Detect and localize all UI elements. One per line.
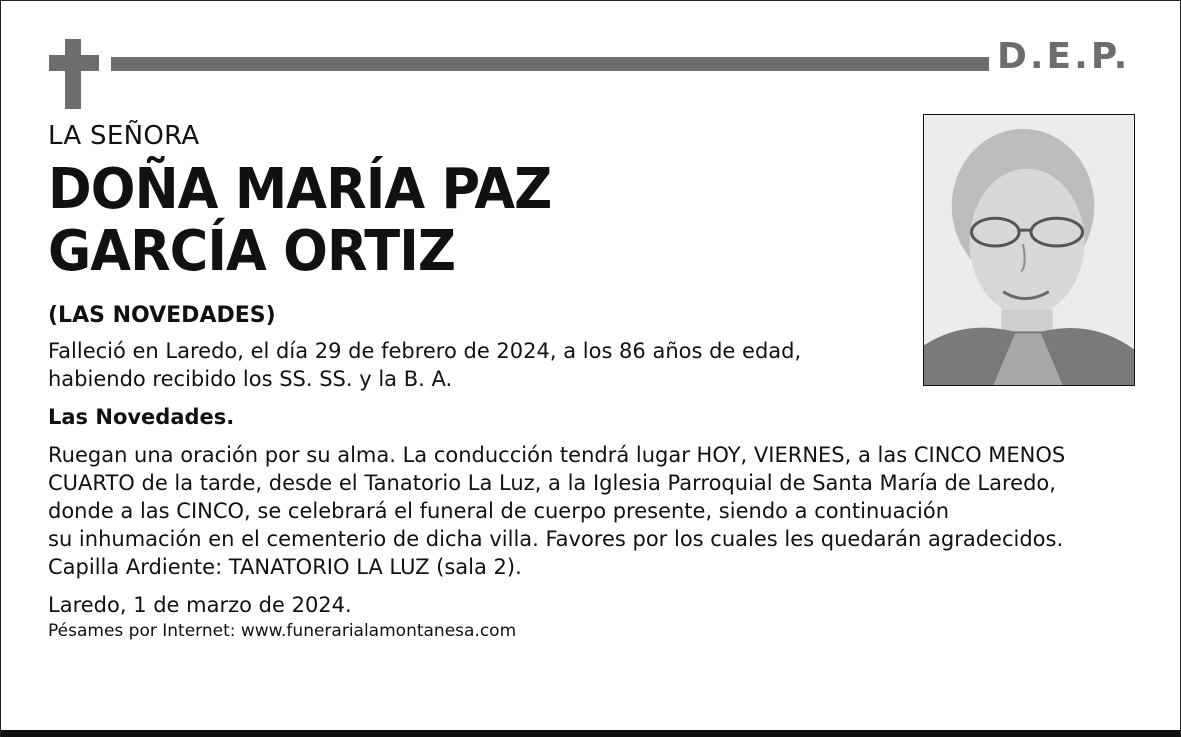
bottom-border [1,730,1180,737]
death-notice-line-1: Falleció en Laredo, el día 29 de febrero de 2024, a los 86 años de edad, [48,339,802,363]
deceased-name-line-2: GARCÍA ORTIZ [48,219,456,284]
honorific: LA SEÑORA [48,121,200,151]
dep-label: D.E.P. [997,36,1131,77]
deceased-name-line-1: DOÑA MARÍA PAZ [48,157,552,222]
family-name: Las Novedades. [48,405,235,429]
condolences-line: Pésames por Internet: www.funerarialamontanesa.com [48,621,517,641]
funeral-line-3: donde a las CINCO, se celebrará el funeral de cuerpo presente, siendo a continuación [48,499,950,523]
obituary-text [48,119,1128,643]
death-notice-line-2: habiendo recibido los SS. SS. y la B. A. [48,367,453,391]
cross-icon-vertical [65,39,81,109]
header-rule [111,57,989,71]
funeral-line-2: CUARTO de la tarde, desde el Tanatorio La Luz, a la Iglesia Parroquial de Santa María de Laredo, [48,471,1056,495]
cross-icon-horizontal [49,55,99,71]
place-date: Laredo, 1 de marzo de 2024. [48,593,352,617]
nickname: (LAS NOVEDADES) [48,303,276,328]
deceased-name [48,159,856,283]
funeral-line-4: su inhumación en el cementerio de dicha villa. Favores por los cuales les quedarán agradecidos. [48,527,1064,551]
funeral-line-5: Capilla Ardiente: TANATORIO LA LUZ (sala 2). [48,555,522,579]
funeral-line-1: Ruegan una oración por su alma. La conducción tendrá lugar HOY, VIERNES, a las CINCO MENOS [48,443,1066,467]
